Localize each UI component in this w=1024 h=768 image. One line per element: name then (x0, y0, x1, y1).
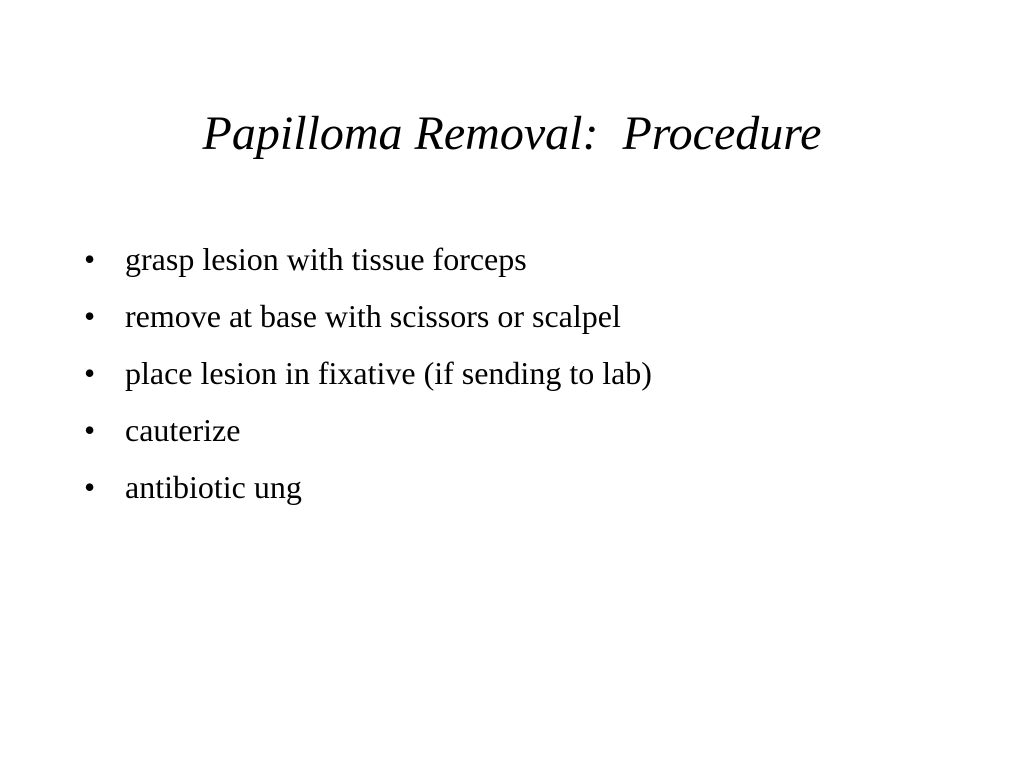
bullet-icon: • (84, 355, 96, 391)
list-item (84, 354, 984, 392)
list-item (84, 297, 984, 335)
bullet-icon: • (84, 412, 96, 448)
bullet-text: antibiotic ung (125, 469, 302, 505)
list-item (84, 411, 984, 449)
bullet-text: grasp lesion with tissue forceps (125, 241, 527, 277)
list-item (84, 240, 984, 278)
bullet-text: cauterize (125, 412, 241, 448)
bullet-icon: • (84, 469, 96, 505)
bullet-text: place lesion in fixative (if sending to lab) (125, 355, 652, 391)
bullet-text: remove at base with scissors or scalpel (125, 298, 621, 334)
bullet-list (84, 240, 984, 525)
list-item (84, 468, 984, 506)
slide-title: Papilloma Removal: Procedure (202, 107, 822, 160)
bullet-icon: • (84, 241, 96, 277)
bullet-icon: • (84, 298, 96, 334)
